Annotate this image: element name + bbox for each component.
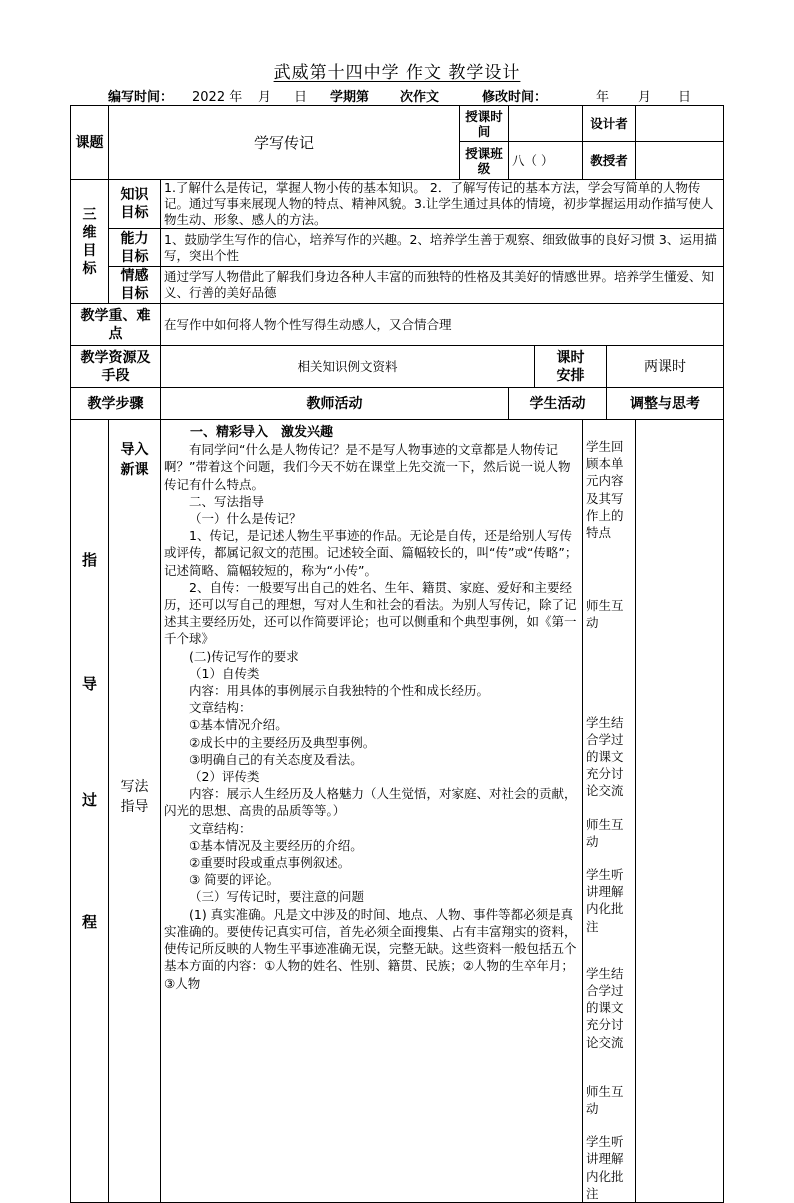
step-method: 写法指导: [120, 779, 149, 815]
process-char-1: 指: [81, 551, 97, 569]
class-time-value: [509, 106, 583, 142]
class-label: 授课班级: [460, 142, 509, 180]
student-item: 学生听讲理解内化批注: [586, 867, 624, 934]
student-item: 师生互动: [586, 816, 624, 849]
t-line: 2、自传：一般要写出自己的姓名、生年、籍贯、家庭、爱好和主要经历，还可以写自己的理想，写对人生和社会的看法。为别人写传记，除了记述其主要经历处，还可以作简要评论；也可以侧重和个典型事例，如《第一千个球》: [164, 579, 577, 647]
t-line: ①基本情况介绍。: [189, 717, 288, 733]
step-intro: 导入新课: [120, 442, 149, 478]
process-char-3: 过: [81, 791, 97, 809]
t-line: 文章结构：: [189, 700, 252, 716]
t-line: （三）写传记时，要注意的问题: [189, 889, 365, 905]
col-student: 学生活动: [509, 388, 607, 420]
student-item: 师生互动: [586, 1083, 624, 1117]
col-reflect: 调整与思考: [607, 388, 724, 420]
hours-label: 课时安排: [535, 346, 607, 388]
ability-goal-label: 能力目标: [109, 229, 161, 267]
t-line: 内容：展示人生经历及人格魅力（人生觉悟，对家庭、对社会的贡献，闪光的思想、高贵的品质等等。）: [164, 786, 577, 819]
write-day: 日: [294, 90, 308, 105]
designer-value: [636, 106, 724, 142]
col-steps: 教学步骤: [71, 388, 161, 420]
key-points-text: 在写作中如何将人物个性写得生动感人，又合情合理: [161, 304, 724, 346]
knowledge-goal-text: 1.了解什么是传记，掌握人物小传的基本知识。 2．了解写传记的基本方法，学会写简单的人物传记。通过写事来展现人物的特点、精神风貌。3.让学生通过具体的情境，初步掌握运用动作描写使人物生动、形象、感人的方法。: [161, 180, 724, 229]
student-item: 学生结合学过的课文充分讨论交流: [586, 965, 624, 1050]
t-line: 文章结构：: [189, 820, 252, 836]
designer-label: 设计者: [583, 106, 636, 142]
teacher-value: [636, 142, 724, 180]
t-line: 1、传记，是记述人物生平事迹的作品。无论是自传，还是给别人写传或评传，都属记叙文的范围。记述较全面、篇幅较长的，叫“传”或“传略”；记述简略、篇幅较短的，称为“小传”。: [164, 528, 578, 578]
step-labels-cell: [109, 420, 161, 1203]
t-line: ③明确自己的有关态度及看法。: [189, 751, 363, 767]
resources-text: 相关知识例文资料: [161, 346, 535, 388]
process-char-2: 导: [81, 675, 97, 693]
revise-day: 日: [678, 90, 692, 105]
student-item: 师生互动: [586, 598, 624, 631]
teacher-activity: [161, 420, 583, 1203]
goals-label-cell: 三维目标: [71, 180, 109, 304]
col-teacher: 教师活动: [161, 388, 509, 420]
write-time-label: 编写时间：: [108, 90, 174, 105]
knowledge-goal-label: 知识目标: [109, 180, 161, 229]
revise-year: 年: [596, 90, 610, 105]
document-title: 武威第十四中学 作文 教学设计: [273, 63, 521, 83]
key-points-label: 教学重、难点: [71, 304, 161, 346]
class-value: 八（ ）: [509, 142, 583, 180]
reflect-cell: [636, 420, 724, 1203]
process-label-cell: [71, 420, 109, 1203]
t-line: 内容：用具体的事例展示自我独特的个性和成长经历。: [189, 683, 490, 699]
t-line: ①基本情况及主要经历的介绍。: [189, 837, 363, 853]
student-activity: [583, 420, 636, 1203]
topic-value: 学写传记: [109, 106, 460, 180]
t-line: 一、精彩导入 激发兴趣: [190, 425, 334, 440]
t-line: 二、写法指导: [189, 493, 265, 509]
ability-goal-text: 1、鼓励学生写作的信心，培养写作的兴趣。2、培养学生善于观察、细致做事的良好习惯 3、运用描写，突出个性: [161, 229, 724, 267]
t-line: ③ 简要的评论。: [189, 872, 280, 888]
t-line: （2）评传类: [189, 769, 260, 785]
t-line: ②成长中的主要经历及典型事例。: [189, 734, 376, 750]
t-line: （1）自传类: [189, 665, 260, 681]
term-label: 学期第: [330, 90, 370, 105]
process-char-4: 程: [81, 913, 97, 931]
resources-label: 教学资源及手段: [71, 346, 161, 388]
t-line: (二)传记写作的要求: [189, 648, 299, 664]
topic-label-cell: 课题: [71, 106, 109, 180]
student-item: 学生回顾本单元内容及其写作上的特点: [586, 439, 624, 541]
write-year: 2022 年: [192, 90, 243, 105]
revise-time-label: 修改时间：: [482, 90, 548, 105]
revise-month: 月: [638, 90, 652, 105]
lesson-plan-table: [70, 105, 724, 1203]
student-item: 学生听讲理解内化批注: [586, 1134, 624, 1201]
t-line: (1) 真实准确。凡是文中涉及的时间、地点、人物、事件等都必须是真实准确的。要使传记真实可信，首先必须全面搜集、占有丰富翔实的资料，使传记所反映的人物生平事迹准确无误，完整无缺。这些资料一般包括五个基本方面的内容：①人物的姓名、性别、籍贯、民族；②人物的生卒年月；③人物: [164, 906, 577, 991]
t-line: 有同学问“什么是人物传记？是不是写人物事迹的文章都是人物传记啊？”带着这个问题，我们今天不妨在课堂上先交流一下，然后说一说人物传记有什么特点。: [164, 442, 571, 492]
times-label: 次作文: [400, 90, 440, 105]
t-line: ②重要时段或重点事例叙述。: [189, 855, 351, 871]
hours-value: 两课时: [607, 346, 724, 388]
write-month: 月: [258, 90, 272, 105]
emotion-goal-text: 通过学写人物借此了解我们身边各种人丰富的而独特的性格及其美好的情感世界。培养学生懂爱、知义、行善的美好品德: [161, 267, 724, 304]
emotion-goal-label: 情感目标: [109, 267, 161, 304]
t-line: （一）什么是传记？: [189, 511, 302, 527]
student-item: 学生结合学过的课文充分讨论交流: [586, 714, 624, 799]
teacher-label: 教授者: [583, 142, 636, 180]
class-time-label: 授课时间: [460, 106, 509, 142]
